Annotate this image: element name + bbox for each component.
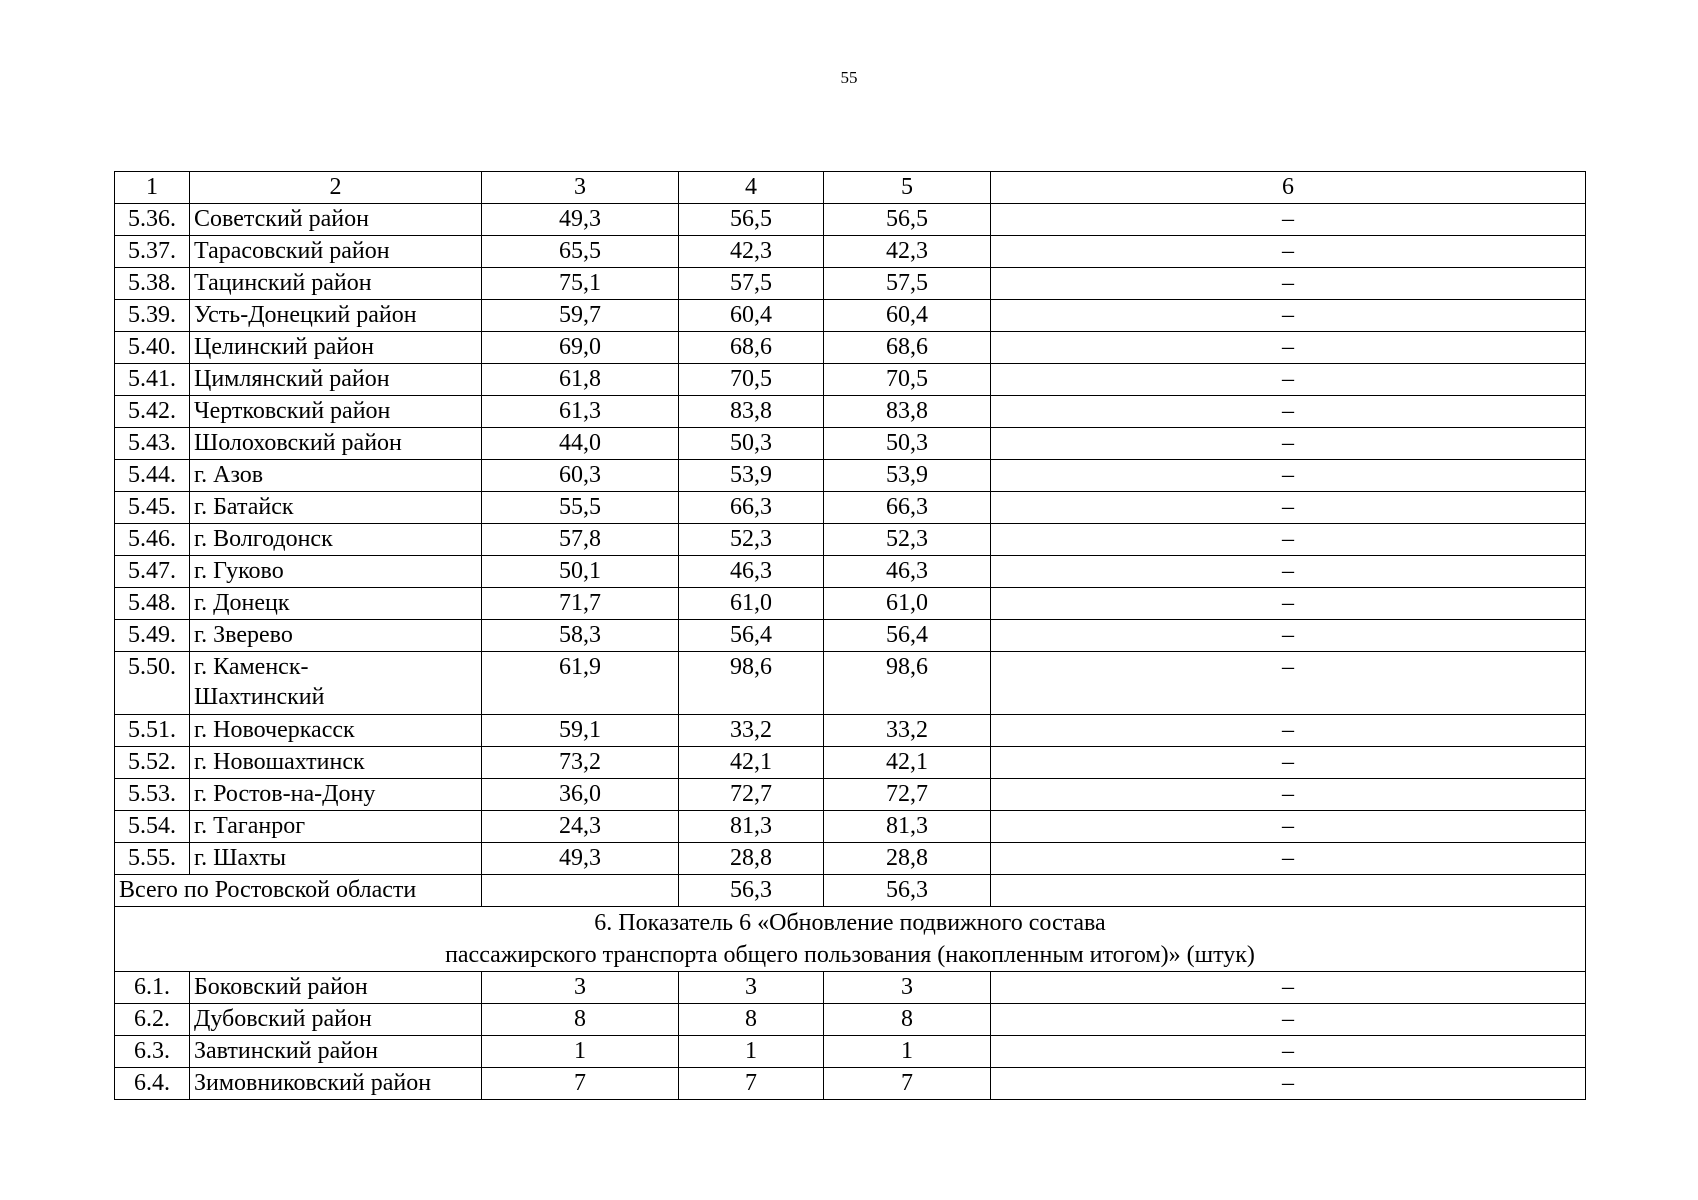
cell-col5: 57,5 — [824, 268, 991, 300]
cell-col6: – — [991, 715, 1586, 747]
table-row — [115, 620, 1586, 652]
cell-col3: 3 — [482, 972, 679, 1004]
cell-col3: 55,5 — [482, 492, 679, 524]
column-header: 1 — [115, 172, 190, 204]
cell-col4: 60,4 — [679, 300, 824, 332]
cell-col6: – — [991, 428, 1586, 460]
row-name: г. Азов — [190, 460, 482, 492]
cell-col4: 83,8 — [679, 396, 824, 428]
row-number: 6.3. — [115, 1036, 190, 1068]
row-number: 5.51. — [115, 715, 190, 747]
cell-col4: 56,4 — [679, 620, 824, 652]
column-header: 6 — [991, 172, 1586, 204]
table-row — [115, 268, 1586, 300]
cell-col3: 8 — [482, 1004, 679, 1036]
table-row — [115, 524, 1586, 556]
cell-col4: 70,5 — [679, 364, 824, 396]
cell-col4: 28,8 — [679, 843, 824, 875]
cell-col5: 1 — [824, 1036, 991, 1068]
cell-col6: – — [991, 332, 1586, 364]
cell-col6: – — [991, 1036, 1586, 1068]
row-number: 5.37. — [115, 236, 190, 268]
row-number: 5.41. — [115, 364, 190, 396]
table-row — [115, 1004, 1586, 1036]
row-number: 5.39. — [115, 300, 190, 332]
table-row — [115, 779, 1586, 811]
cell-col6: – — [991, 236, 1586, 268]
table-row — [115, 204, 1586, 236]
row-name: г. Донецк — [190, 588, 482, 620]
cell-col3: 36,0 — [482, 779, 679, 811]
row-name: г. Таганрог — [190, 811, 482, 843]
cell-col3: 73,2 — [482, 747, 679, 779]
cell-col4: 7 — [679, 1068, 824, 1100]
table-row — [115, 843, 1586, 875]
cell-col6: – — [991, 556, 1586, 588]
cell-col4: 33,2 — [679, 715, 824, 747]
cell-col4: 53,9 — [679, 460, 824, 492]
cell-col3: 58,3 — [482, 620, 679, 652]
cell-col3: 49,3 — [482, 204, 679, 236]
cell-col6: – — [991, 492, 1586, 524]
column-header: 4 — [679, 172, 824, 204]
cell-col4: 61,0 — [679, 588, 824, 620]
table-row — [115, 396, 1586, 428]
table-row — [115, 492, 1586, 524]
section-title-line: 6. Показатель 6 «Обновление подвижного состава — [594, 910, 1106, 936]
cell-col6: – — [991, 300, 1586, 332]
row-number: 5.52. — [115, 747, 190, 779]
cell-col5: 56,5 — [824, 204, 991, 236]
cell-col3: 69,0 — [482, 332, 679, 364]
cell-col4: 1 — [679, 1036, 824, 1068]
row-number: 6.4. — [115, 1068, 190, 1100]
row-number: 5.38. — [115, 268, 190, 300]
column-number-row — [115, 172, 1586, 204]
cell-col3: 75,1 — [482, 268, 679, 300]
section-header-row — [115, 907, 1586, 972]
column-header: 3 — [482, 172, 679, 204]
cell-col6: – — [991, 811, 1586, 843]
row-number: 5.47. — [115, 556, 190, 588]
cell-col6: – — [991, 524, 1586, 556]
row-number: 5.42. — [115, 396, 190, 428]
row-number: 6.2. — [115, 1004, 190, 1036]
column-header: 5 — [824, 172, 991, 204]
row-name: Тарасовский район — [190, 236, 482, 268]
cell-col3: 1 — [482, 1036, 679, 1068]
row-name: Шолоховский район — [190, 428, 482, 460]
row-number: 5.44. — [115, 460, 190, 492]
row-name: г. Зверево — [190, 620, 482, 652]
row-name: г. Батайск — [190, 492, 482, 524]
table-row — [115, 460, 1586, 492]
cell-col5: 70,5 — [824, 364, 991, 396]
table-row — [115, 747, 1586, 779]
table-row — [115, 364, 1586, 396]
cell-col4: 56,3 — [679, 875, 824, 907]
cell-col5: 68,6 — [824, 332, 991, 364]
cell-col5: 60,4 — [824, 300, 991, 332]
table-row — [115, 1036, 1586, 1068]
table-row — [115, 652, 1586, 715]
row-name: г. Шахты — [190, 843, 482, 875]
table-row — [115, 972, 1586, 1004]
cell-col3: 7 — [482, 1068, 679, 1100]
row-name: Усть-Донецкий район — [190, 300, 482, 332]
row-number: 5.50. — [115, 652, 190, 715]
cell-col6: – — [991, 779, 1586, 811]
cell-col3: 49,3 — [482, 843, 679, 875]
table-row — [115, 332, 1586, 364]
cell-col5: 81,3 — [824, 811, 991, 843]
cell-col6: – — [991, 1068, 1586, 1100]
cell-col6: – — [991, 652, 1586, 715]
row-name: г. Новошахтинск — [190, 747, 482, 779]
cell-col6: – — [991, 364, 1586, 396]
cell-col4: 68,6 — [679, 332, 824, 364]
row-name: г. Ростов-на-Дону — [190, 779, 482, 811]
row-name: Цимлянский район — [190, 364, 482, 396]
row-name-line: г. Каменск- — [194, 654, 309, 680]
cell-col5: 33,2 — [824, 715, 991, 747]
cell-col5: 61,0 — [824, 588, 991, 620]
row-number: 5.53. — [115, 779, 190, 811]
cell-col3: 60,3 — [482, 460, 679, 492]
cell-col5: 3 — [824, 972, 991, 1004]
cell-col5: 28,8 — [824, 843, 991, 875]
cell-col6: – — [991, 843, 1586, 875]
cell-col5: 98,6 — [824, 652, 991, 715]
row-number: 5.46. — [115, 524, 190, 556]
table-row — [115, 556, 1586, 588]
cell-col5: 7 — [824, 1068, 991, 1100]
cell-col5: 50,3 — [824, 428, 991, 460]
row-number: 5.43. — [115, 428, 190, 460]
row-number: 5.40. — [115, 332, 190, 364]
cell-col5: 42,3 — [824, 236, 991, 268]
table-row — [115, 811, 1586, 843]
section-title — [115, 907, 1586, 972]
table-row — [115, 1068, 1586, 1100]
row-name-line: Шахтинский — [194, 684, 325, 710]
row-number: 5.49. — [115, 620, 190, 652]
cell-col4: 3 — [679, 972, 824, 1004]
row-name: г. Новочеркасск — [190, 715, 482, 747]
cell-col6: – — [991, 1004, 1586, 1036]
row-name: Зимовниковский район — [190, 1068, 482, 1100]
table-row — [115, 300, 1586, 332]
cell-col4: 56,5 — [679, 204, 824, 236]
table-row — [115, 588, 1586, 620]
cell-col5: 83,8 — [824, 396, 991, 428]
cell-col4: 52,3 — [679, 524, 824, 556]
cell-col3: 65,5 — [482, 236, 679, 268]
cell-col6: – — [991, 268, 1586, 300]
column-header: 2 — [190, 172, 482, 204]
cell-col4: 42,3 — [679, 236, 824, 268]
row-number: 5.45. — [115, 492, 190, 524]
row-number: 6.1. — [115, 972, 190, 1004]
total-row — [115, 875, 1586, 907]
row-name: Советский район — [190, 204, 482, 236]
cell-col6: – — [991, 460, 1586, 492]
row-name: Боковский район — [190, 972, 482, 1004]
row-name: г. Волгодонск — [190, 524, 482, 556]
cell-col4: 42,1 — [679, 747, 824, 779]
row-name: Тацинский район — [190, 268, 482, 300]
cell-col4: 98,6 — [679, 652, 824, 715]
row-name: Целинский район — [190, 332, 482, 364]
row-name — [190, 652, 482, 715]
row-number: 5.55. — [115, 843, 190, 875]
data-table — [114, 171, 1586, 1100]
cell-col5: 46,3 — [824, 556, 991, 588]
cell-col4: 57,5 — [679, 268, 824, 300]
cell-col3: 44,0 — [482, 428, 679, 460]
cell-col3: 24,3 — [482, 811, 679, 843]
row-name: Дубовский район — [190, 1004, 482, 1036]
total-label: Всего по Ростовской области — [115, 875, 482, 907]
cell-col6: – — [991, 972, 1586, 1004]
cell-col6 — [991, 875, 1586, 907]
cell-col3: 59,1 — [482, 715, 679, 747]
cell-col3: 61,8 — [482, 364, 679, 396]
cell-col5: 72,7 — [824, 779, 991, 811]
cell-col6: – — [991, 204, 1586, 236]
cell-col6: – — [991, 620, 1586, 652]
cell-col4: 72,7 — [679, 779, 824, 811]
cell-col5: 66,3 — [824, 492, 991, 524]
cell-col6: – — [991, 396, 1586, 428]
cell-col3: 71,7 — [482, 588, 679, 620]
cell-col6: – — [991, 588, 1586, 620]
table-row — [115, 715, 1586, 747]
cell-col3: 61,3 — [482, 396, 679, 428]
table-row — [115, 428, 1586, 460]
cell-col3 — [482, 875, 679, 907]
page-number: 55 — [840, 68, 858, 87]
cell-col5: 8 — [824, 1004, 991, 1036]
cell-col5: 53,9 — [824, 460, 991, 492]
row-number: 5.36. — [115, 204, 190, 236]
cell-col5: 56,3 — [824, 875, 991, 907]
cell-col3: 50,1 — [482, 556, 679, 588]
cell-col4: 81,3 — [679, 811, 824, 843]
cell-col5: 52,3 — [824, 524, 991, 556]
cell-col4: 66,3 — [679, 492, 824, 524]
cell-col3: 59,7 — [482, 300, 679, 332]
cell-col3: 61,9 — [482, 652, 679, 715]
cell-col5: 42,1 — [824, 747, 991, 779]
cell-col3: 57,8 — [482, 524, 679, 556]
row-number: 5.54. — [115, 811, 190, 843]
table-row — [115, 236, 1586, 268]
row-name: Чертковский район — [190, 396, 482, 428]
cell-col4: 50,3 — [679, 428, 824, 460]
row-number: 5.48. — [115, 588, 190, 620]
cell-col4: 8 — [679, 1004, 824, 1036]
row-name: г. Гуково — [190, 556, 482, 588]
cell-col6: – — [991, 747, 1586, 779]
section-title-line: пассажирского транспорта общего пользования (накопленным итогом)» (штук) — [445, 942, 1255, 968]
row-name: Завтинский район — [190, 1036, 482, 1068]
cell-col5: 56,4 — [824, 620, 991, 652]
cell-col4: 46,3 — [679, 556, 824, 588]
